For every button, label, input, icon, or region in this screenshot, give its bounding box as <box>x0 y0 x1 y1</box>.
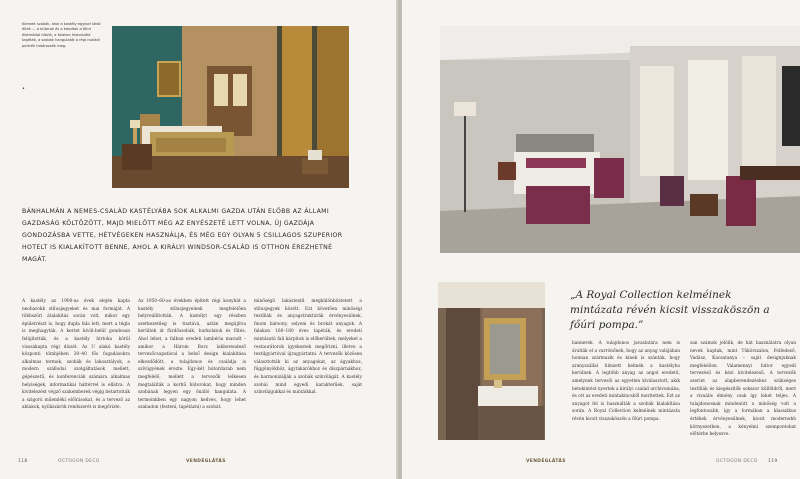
page-number-right: 119 <box>768 459 778 464</box>
publication-name-right: OCTOGON DECO <box>716 459 758 464</box>
body-column-1: A kastély az 1900-as évek elején kapta neobarokk stílusjegyeket és mai formáját. A többszöri átalakítás során volt, mikor egy épületrészt is, hogy dupla fala lett, mert a tégla is meghagyták. A kertet kívül-belül gondosan felújították, és a kastély birtoka körül visszakapta régi díszét. Az U alakú kastély központi tömbjében 30–40 fős fogadásokra alkalmas termek, szobák és lakosztályok, a modern szállodai szolgáltatások mellett, gépészetű, és konferenciák számára alkalmas helyiségek, informatikai háttérrel is ellátva. A kivitelezést végző szakemberek végig betartották a szigorú műemléki előírásokat, és a tervező az ablakok, nyílászárók rendszerét is megőrizte. <box>22 299 130 411</box>
body-column-3: minőségű lakástextil megkülönböztetett a stílusjegyek között. Ezt követően minőségi textíliák és anyagstruktúrák érvényesülnek, finom bársony, selyem és brokát anyagok. A falakon 160–180 éves tapéták, és eredeti mintázatú fali kárpitok is előkerültek, melyeket a restaurátorok igyekeztek megőrizni, illetve a textilgyártóval újragyártatni. A tervezők közösen választották ki az anyagokat, az ágyakhoz, függönyökhöz, ágytakarókhoz és díszpárnákhoz, és harmonizálják a szobák színvilágát. A kastély szobái mind egyedi karakterűek, saját színvilágukkal és mintáikkal. <box>254 299 362 396</box>
pull-quote: „A Royal Collection kelméinek mintázata révén kicsit visszaköszön a főúri pompa.” <box>570 289 770 331</box>
lead-paragraph: BÁNHALMÁN A NEMES-CSALÁD KASTÉLYÁBA SOK ALKALMI GAZDA UTÁN ELŐBB AZ ÁLLAMI GAZDASÁG KÖLTÖZÖTT, MAJD MIELŐTT MÉG AZ ENYÉSZETÉ LETT VOLNA, ÚJ GAZDÁJA GONDOZÁSBA VETTE, HÉTVÉGEKEN HASZNÁLJA, ÉS MÉG EGY OLYAN 5 CSILLAGOS SZUPERIOR HOTELT IS KIALAKÍTOTT BENNE, AHOL A KIRÁLYI WINDSOR-CSALÁD IS OTTHON ÉREZHETNÉ MAGÁT. <box>22 208 343 263</box>
body-column-5: san számok jelölik, de hát használatra olyan nevek kaptak, mint Tükörszalon, Felfedező, Vadász, Kacsatanya – saját designjuknak megfelelően. Valamennyi bútor egyedi tervezésű és kézi kivitelezésű. A tervezők szerint az alapberendezéshez szükséges textíliák és kiegészítők sokszor külföldről, mert a vizuális élmény csak így lehet teljes. A tulajdonosnak mindenütt a minőség volt a legfontosabb, így a formában a klasszikus értékek érvényesülnek, kicsit modernebb környezetben, a kényelmi szempontokat előtérbe helyezve. <box>690 341 796 438</box>
caption-bullet: • <box>22 86 25 92</box>
left-page <box>0 0 398 479</box>
body-column-4: bannerek. A tulajdonos javaslatára nem is árulták el a varrónőnek, hogy az anyag valójában honnan származik és kinek is szánták, hogy aranyszállal hímzett kelmék a kastélyba kerülnek. A legtöbb anyag az angol eredetű, amelynek tervezői az egyetlen kiválasztott, akik betekintést nyertek a királyi család archívumába, és ott az eredeti mintakincsből merítettek. Ezt az anyagot fel is használták a szobák kialakítása során. A Royal Collection kelméinek mintázata révén kicsit visszaköszön a főúri pompa. <box>572 341 680 422</box>
bedroom-photo <box>112 26 349 188</box>
photo-caption: Kiemelt szobák, ahol a kastély egykori lakói éltek — a bútorok és a kárpitok a főúri életmódot idézik, a falakon historizáló tapéták, a szobák hangulatát a régi családi portrék határozzák meg. <box>22 22 101 48</box>
publication-name-left: OCTOGON DECO <box>58 459 100 464</box>
right-page <box>402 0 800 479</box>
section-label-left: VENDÉGLÁTÁS <box>186 459 226 464</box>
section-label-right: VENDÉGLÁTÁS <box>526 459 566 464</box>
hotel-room-photo <box>440 26 800 253</box>
page-number-left: 118 <box>18 459 28 464</box>
body-column-2: Az 1950–60-as években épített régi konyhát a kastély stílusjegyeinek megfelelően helyreállították. A kastélyt egy részben szerkezetileg is tisztává, aztán megújítva kerültek át fürdőszobák, burkolatok és fűtés. Ahol lehet, a falban eredeti lambéria maradt – amikor a Három Borz lakberendező tervezőcsapatával a belső design kialakítása elkezdődött, a tulajdonos és családja is szívügyének érezte. Egy-két bútordarab nem megfelelő, mellett a tervezők lelkesen megtalálták a korhű bútorokat, hogy minden szobának legyen egy önálló hangulata. A termeinkben egy nagyon kedves, hogy lehet szabadon (festeni, tapétázni) a szobát. <box>138 299 246 411</box>
bathroom-photo <box>438 282 545 440</box>
